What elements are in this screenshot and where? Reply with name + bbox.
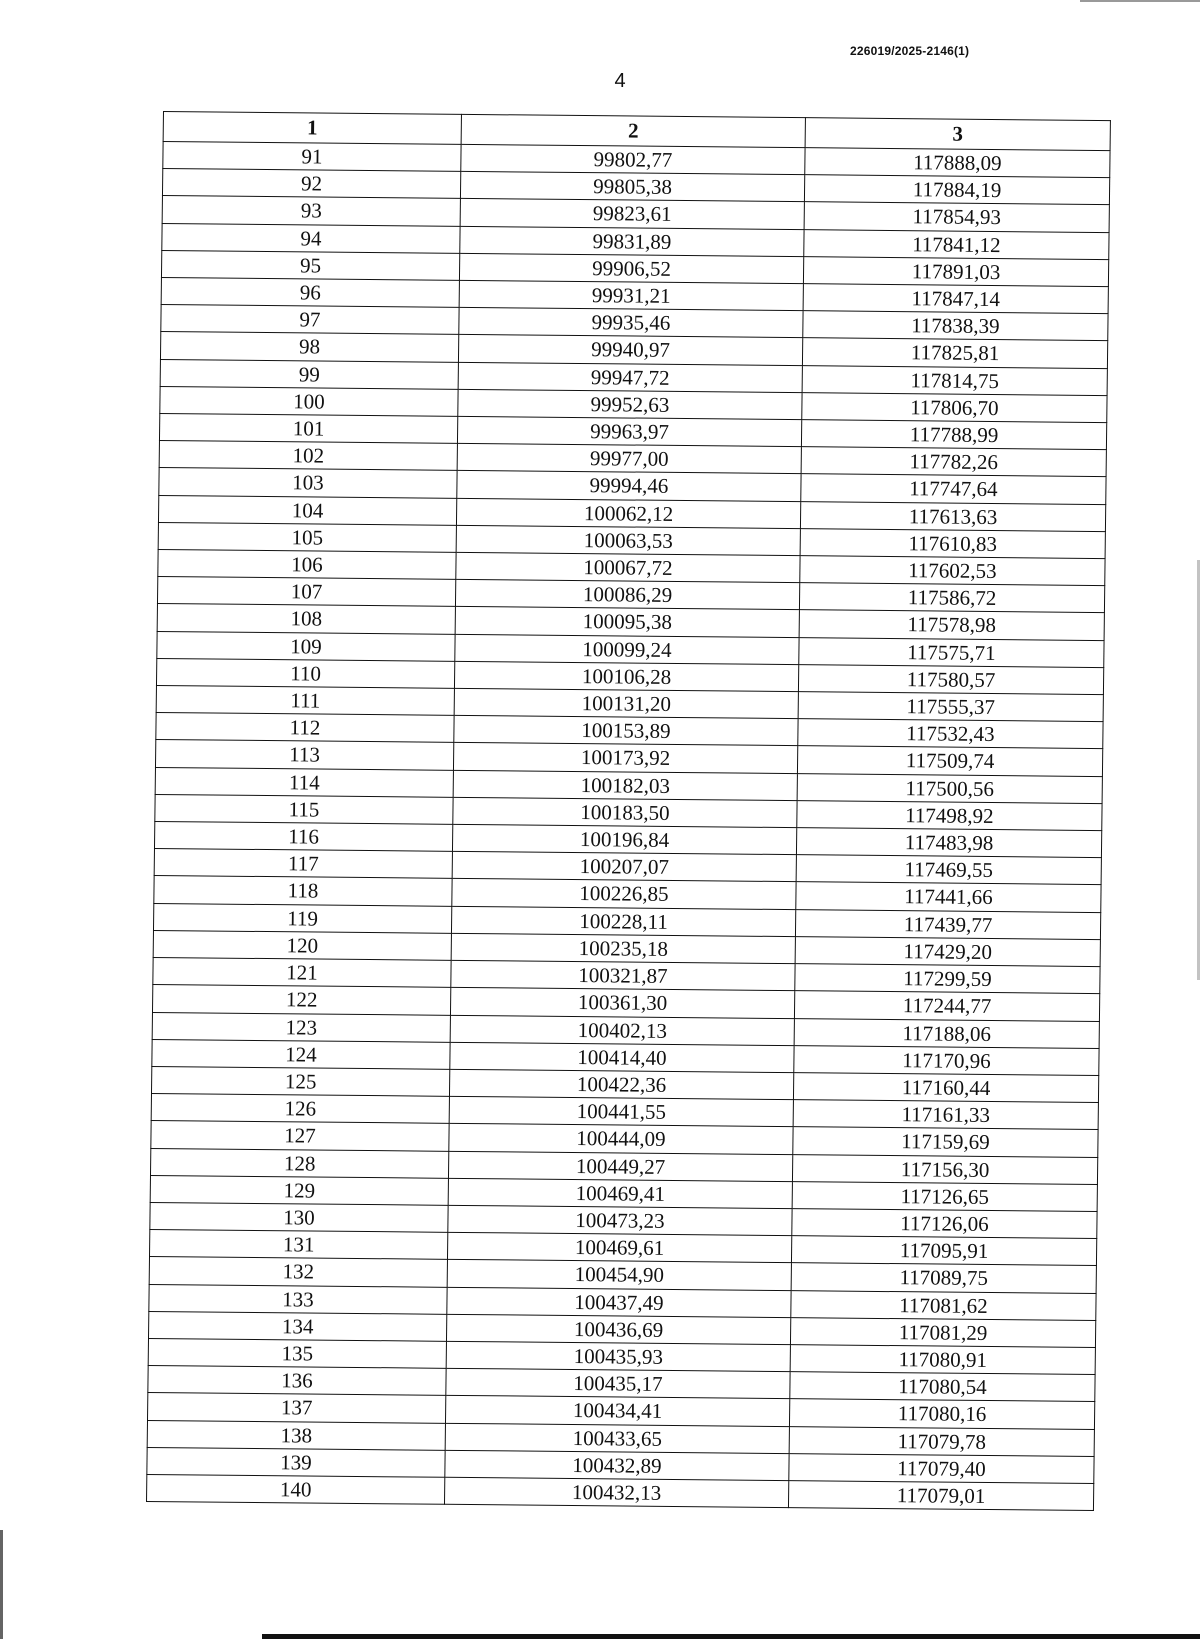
x-coordinate-cell: 100436,69 xyxy=(446,1314,790,1345)
y-coordinate-cell: 117080,91 xyxy=(790,1345,1095,1375)
y-coordinate-cell: 117610,83 xyxy=(800,528,1105,558)
header-col-1: 1 xyxy=(163,112,461,145)
point-number-cell: 129 xyxy=(150,1175,448,1205)
point-number-cell: 116 xyxy=(154,822,452,852)
y-coordinate-cell: 117170,96 xyxy=(794,1045,1099,1075)
point-number-cell: 118 xyxy=(154,876,452,906)
point-number-cell: 95 xyxy=(161,250,459,280)
x-coordinate-cell: 100095,38 xyxy=(455,607,799,638)
point-number-cell: 104 xyxy=(158,495,456,525)
x-coordinate-cell: 100228,11 xyxy=(451,906,795,937)
point-number-cell: 101 xyxy=(159,414,457,444)
x-coordinate-cell: 100449,27 xyxy=(448,1151,792,1182)
x-coordinate-cell: 100422,36 xyxy=(449,1069,793,1100)
x-coordinate-cell: 100235,18 xyxy=(451,933,795,964)
x-coordinate-cell: 100062,12 xyxy=(456,498,800,529)
point-number-cell: 117 xyxy=(154,849,452,879)
y-coordinate-cell: 117441,66 xyxy=(796,882,1101,912)
y-coordinate-cell: 117159,69 xyxy=(793,1127,1098,1157)
x-coordinate-cell: 100182,03 xyxy=(453,770,797,801)
point-number-cell: 119 xyxy=(153,903,451,933)
point-number-cell: 91 xyxy=(163,142,461,172)
x-coordinate-cell: 100207,07 xyxy=(452,852,796,883)
point-number-cell: 135 xyxy=(148,1338,446,1368)
x-coordinate-cell: 100432,13 xyxy=(444,1477,788,1508)
point-number-cell: 132 xyxy=(149,1257,447,1287)
point-number-cell: 128 xyxy=(150,1148,448,1178)
x-coordinate-cell: 99977,00 xyxy=(457,444,801,475)
x-coordinate-cell: 100433,65 xyxy=(445,1423,789,1454)
x-coordinate-cell: 99805,38 xyxy=(460,172,804,203)
y-coordinate-cell: 117854,93 xyxy=(804,202,1109,232)
point-number-cell: 100 xyxy=(160,386,458,416)
point-number-cell: 115 xyxy=(155,794,453,824)
point-number-cell: 108 xyxy=(157,604,455,634)
point-number-cell: 133 xyxy=(149,1284,447,1314)
x-coordinate-cell: 99952,63 xyxy=(458,389,802,420)
x-coordinate-cell: 100063,53 xyxy=(456,525,800,556)
x-coordinate-cell: 100473,23 xyxy=(448,1205,792,1236)
y-coordinate-cell: 117244,77 xyxy=(794,991,1099,1021)
point-number-cell: 97 xyxy=(161,305,459,335)
point-number-cell: 103 xyxy=(159,468,457,498)
x-coordinate-cell: 100469,41 xyxy=(448,1178,792,1209)
x-coordinate-cell: 100435,93 xyxy=(446,1341,790,1372)
x-coordinate-cell: 99994,46 xyxy=(457,471,801,502)
y-coordinate-cell: 117509,74 xyxy=(797,746,1102,776)
point-number-cell: 93 xyxy=(162,196,460,226)
point-number-cell: 112 xyxy=(156,713,454,743)
point-number-cell: 124 xyxy=(152,1039,450,1069)
x-coordinate-cell: 100153,89 xyxy=(454,716,798,747)
point-number-cell: 138 xyxy=(147,1420,445,1450)
point-number-cell: 122 xyxy=(152,985,450,1015)
point-number-cell: 114 xyxy=(155,767,453,797)
point-number-cell: 121 xyxy=(153,958,451,988)
y-coordinate-cell: 117891,03 xyxy=(803,256,1108,286)
x-coordinate-cell: 99931,21 xyxy=(459,280,803,311)
header-col-2: 2 xyxy=(461,114,805,147)
scan-artifact-left xyxy=(0,1530,3,1639)
header-col-3: 3 xyxy=(805,118,1110,151)
y-coordinate-cell: 117126,65 xyxy=(792,1181,1097,1211)
y-coordinate-cell: 117469,55 xyxy=(796,855,1101,885)
point-number-cell: 102 xyxy=(159,441,457,471)
x-coordinate-cell: 100444,09 xyxy=(449,1124,793,1155)
point-number-cell: 110 xyxy=(156,658,454,688)
point-number-cell: 140 xyxy=(147,1474,445,1504)
x-coordinate-cell: 99947,72 xyxy=(458,362,802,393)
x-coordinate-cell: 100435,17 xyxy=(446,1368,790,1399)
y-coordinate-cell: 117079,01 xyxy=(788,1481,1093,1511)
y-coordinate-cell: 117580,57 xyxy=(798,665,1103,695)
y-coordinate-cell: 117747,64 xyxy=(801,474,1106,504)
y-coordinate-cell: 117126,06 xyxy=(792,1209,1097,1239)
y-coordinate-cell: 117847,14 xyxy=(803,284,1108,314)
y-coordinate-cell: 117089,75 xyxy=(791,1263,1096,1293)
x-coordinate-cell: 100469,61 xyxy=(447,1232,791,1263)
y-coordinate-cell: 117500,56 xyxy=(797,773,1102,803)
x-coordinate-cell: 100454,90 xyxy=(447,1260,791,1291)
point-number-cell: 139 xyxy=(147,1447,445,1477)
x-coordinate-cell: 100106,28 xyxy=(454,661,798,692)
page-number: 4 xyxy=(614,70,626,92)
scan-artifact-bottom xyxy=(262,1634,1200,1639)
x-coordinate-cell: 99906,52 xyxy=(459,253,803,284)
x-coordinate-cell: 100067,72 xyxy=(456,552,800,583)
y-coordinate-cell: 117825,81 xyxy=(802,338,1107,368)
y-coordinate-cell: 117079,40 xyxy=(789,1453,1094,1483)
x-coordinate-cell: 100441,55 xyxy=(449,1096,793,1127)
y-coordinate-cell: 117161,33 xyxy=(793,1100,1098,1130)
x-coordinate-cell: 99831,89 xyxy=(460,226,804,257)
point-number-cell: 131 xyxy=(150,1230,448,1260)
y-coordinate-cell: 117156,30 xyxy=(792,1154,1097,1184)
x-coordinate-cell: 100196,84 xyxy=(452,824,796,855)
y-coordinate-cell: 117095,91 xyxy=(791,1236,1096,1266)
y-coordinate-cell: 117814,75 xyxy=(802,365,1107,395)
point-number-cell: 127 xyxy=(151,1121,449,1151)
point-number-cell: 109 xyxy=(157,631,455,661)
point-number-cell: 98 xyxy=(160,332,458,362)
point-number-cell: 106 xyxy=(158,550,456,580)
x-coordinate-cell: 99935,46 xyxy=(459,308,803,339)
point-number-cell: 107 xyxy=(157,577,455,607)
y-coordinate-cell: 117613,63 xyxy=(800,501,1105,531)
x-coordinate-cell: 100086,29 xyxy=(455,580,799,611)
y-coordinate-cell: 117838,39 xyxy=(803,311,1108,341)
y-coordinate-cell: 117578,98 xyxy=(799,610,1104,640)
x-coordinate-cell: 100437,49 xyxy=(447,1287,791,1318)
x-coordinate-cell: 100402,13 xyxy=(450,1015,794,1046)
y-coordinate-cell: 117555,37 xyxy=(798,692,1103,722)
coordinates-table xyxy=(146,111,1111,1511)
point-number-cell: 130 xyxy=(150,1202,448,1232)
y-coordinate-cell: 117080,54 xyxy=(790,1372,1095,1402)
y-coordinate-cell: 117586,72 xyxy=(799,583,1104,613)
x-coordinate-cell: 99940,97 xyxy=(458,335,802,366)
y-coordinate-cell: 117841,12 xyxy=(804,229,1109,259)
x-coordinate-cell: 99823,61 xyxy=(460,199,804,230)
point-number-cell: 99 xyxy=(160,359,458,389)
point-number-cell: 96 xyxy=(161,278,459,308)
x-coordinate-cell: 100131,20 xyxy=(454,688,798,719)
x-coordinate-cell: 100226,85 xyxy=(452,879,796,910)
x-coordinate-cell: 100432,89 xyxy=(445,1450,789,1481)
x-coordinate-cell: 100173,92 xyxy=(453,743,797,774)
y-coordinate-cell: 117788,99 xyxy=(801,420,1106,450)
y-coordinate-cell: 117081,62 xyxy=(791,1290,1096,1320)
point-number-cell: 123 xyxy=(152,1012,450,1042)
x-coordinate-cell: 99802,77 xyxy=(461,144,805,175)
point-number-cell: 120 xyxy=(153,930,451,960)
document-number: 226019/2025-2146(1) xyxy=(850,44,970,58)
y-coordinate-cell: 117498,92 xyxy=(797,801,1102,831)
y-coordinate-cell: 117602,53 xyxy=(800,556,1105,586)
point-number-cell: 111 xyxy=(156,686,454,716)
point-number-cell: 125 xyxy=(151,1066,449,1096)
x-coordinate-cell: 99963,97 xyxy=(457,416,801,447)
x-coordinate-cell: 100434,41 xyxy=(445,1396,789,1427)
y-coordinate-cell: 117532,43 xyxy=(798,719,1103,749)
table-body xyxy=(147,142,1111,1511)
y-coordinate-cell: 117888,09 xyxy=(805,148,1110,178)
y-coordinate-cell: 117081,29 xyxy=(790,1317,1095,1347)
point-number-cell: 137 xyxy=(148,1393,446,1423)
point-number-cell: 92 xyxy=(162,169,460,199)
y-coordinate-cell: 117806,70 xyxy=(802,392,1107,422)
y-coordinate-cell: 117439,77 xyxy=(795,909,1100,939)
x-coordinate-cell: 100414,40 xyxy=(450,1042,794,1073)
scan-artifact-top xyxy=(1080,0,1200,2)
y-coordinate-cell: 117299,59 xyxy=(795,964,1100,994)
point-number-cell: 134 xyxy=(149,1311,447,1341)
y-coordinate-cell: 117782,26 xyxy=(801,447,1106,477)
point-number-cell: 126 xyxy=(151,1094,449,1124)
x-coordinate-cell: 100361,30 xyxy=(450,988,794,1019)
x-coordinate-cell: 100321,87 xyxy=(451,960,795,991)
y-coordinate-cell: 117160,44 xyxy=(793,1073,1098,1103)
point-number-cell: 136 xyxy=(148,1366,446,1396)
y-coordinate-cell: 117884,19 xyxy=(804,175,1109,205)
x-coordinate-cell: 100183,50 xyxy=(453,797,797,828)
y-coordinate-cell: 117188,06 xyxy=(794,1018,1099,1048)
y-coordinate-cell: 117483,98 xyxy=(796,828,1101,858)
y-coordinate-cell: 117575,71 xyxy=(799,637,1104,667)
x-coordinate-cell: 100099,24 xyxy=(455,634,799,665)
point-number-cell: 113 xyxy=(155,740,453,770)
y-coordinate-cell: 117429,20 xyxy=(795,937,1100,967)
y-coordinate-cell: 117080,16 xyxy=(789,1399,1094,1429)
y-coordinate-cell: 117079,78 xyxy=(789,1426,1094,1456)
point-number-cell: 94 xyxy=(162,223,460,253)
coordinates-table-container xyxy=(146,111,1110,1511)
point-number-cell: 105 xyxy=(158,522,456,552)
